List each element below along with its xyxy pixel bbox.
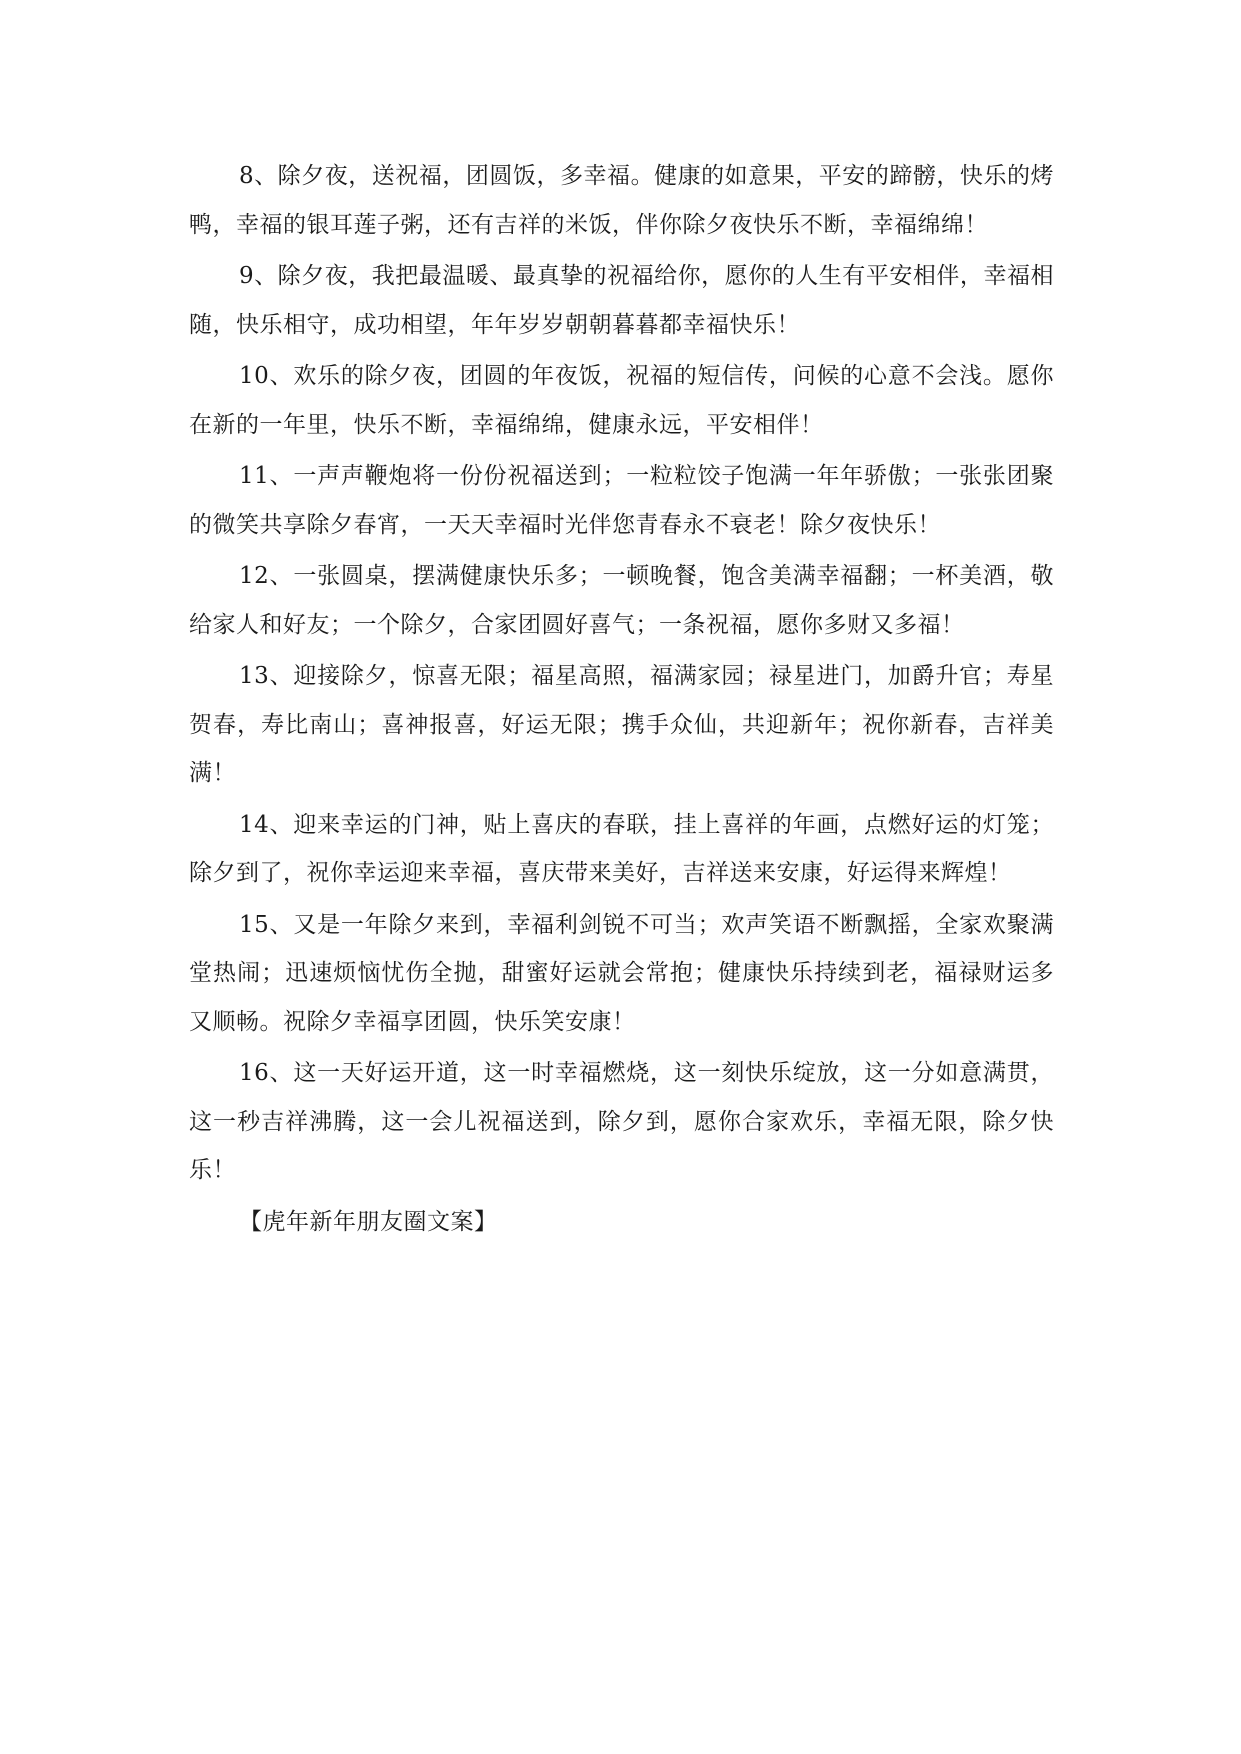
paragraph-8: 8、除夕夜，送祝福，团圆饭，多幸福。健康的如意果，平安的蹄髈，快乐的烤鸭，幸福的银耳莲子粥，还有吉祥的米饭，伴你除夕夜快乐不断，幸福绵绵！ (189, 163, 1054, 238)
paragraph-15: 15、又是一年除夕来到，幸福利剑锐不可当；欢声笑语不断飘摇，全家欢聚满堂热闹；迅速烦恼忧伤全抛，甜蜜好运就会常抱；健康快乐持续到老，福禄财运多又顺畅。祝除夕幸福享团圆，快乐笑安康！ (189, 911, 1054, 1035)
paragraph-16: 16、这一天好运开道，这一时幸福燃烧，这一刻快乐绽放，这一分如意满贯，这一秒吉祥沸腾，这一会儿祝福送到，除夕到，愿你合家欢乐，幸福无限，除夕快乐！ (189, 1060, 1054, 1183)
document-body (189, 152, 1054, 1246)
section-heading: 【虎年新年朋友圈文案】 (239, 1208, 498, 1235)
paragraph-10: 10、欢乐的除夕夜，团圆的年夜饭，祝福的短信传，问候的心意不会浅。愿你在新的一年里，快乐不断，幸福绵绵，健康永远，平安相伴！ (189, 363, 1054, 438)
paragraph-13: 13、迎接除夕，惊喜无限；福星高照，福满家园；禄星进门，加爵升官；寿星贺春，寿比南山；喜神报喜，好运无限；携手众仙，共迎新年；祝你新春，吉祥美满！ (189, 663, 1054, 786)
paragraph-12: 12、一张圆桌，摆满健康快乐多；一顿晚餐，饱含美满幸福翻；一杯美酒，敬给家人和好友；一个除夕，合家团圆好喜气；一条祝福，愿你多财又多福！ (189, 563, 1054, 638)
paragraph-11: 11、一声声鞭炮将一份份祝福送到；一粒粒饺子饱满一年年骄傲；一张张团聚的微笑共享除夕春宵，一天天幸福时光伴您青春永不衰老！除夕夜快乐！ (189, 463, 1054, 538)
paragraph-14: 14、迎来幸运的门神，贴上喜庆的春联，挂上喜祥的年画，点燃好运的灯笼；除夕到了，祝你幸运迎来幸福，喜庆带来美好，吉祥送来安康，好运得来辉煌！ (189, 811, 1054, 886)
paragraph-9: 9、除夕夜，我把最温暖、最真挚的祝福给你，愿你的人生有平安相伴，幸福相随，快乐相守，成功相望，年年岁岁朝朝暮暮都幸福快乐！ (189, 263, 1054, 338)
